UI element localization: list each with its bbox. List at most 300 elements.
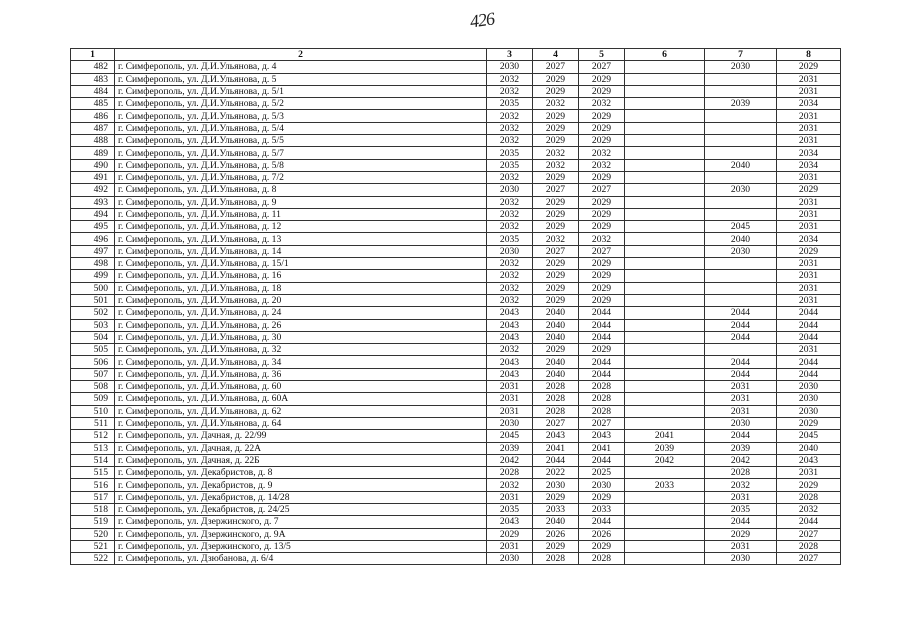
- year-cell-3: 2043: [487, 368, 533, 380]
- year-cell-3: 2039: [487, 442, 533, 454]
- year-cell-7: 2044: [705, 319, 777, 331]
- year-cell-3: 2030: [487, 553, 533, 565]
- year-cell-3: 2032: [487, 294, 533, 306]
- column-header: 4: [533, 49, 579, 61]
- year-cell-6: [625, 184, 705, 196]
- column-header: 3: [487, 49, 533, 61]
- address-cell: г. Симферополь, ул. Декабристов, д. 14/28: [115, 491, 487, 503]
- row-number-cell: 498: [71, 258, 115, 270]
- year-cell-6: [625, 553, 705, 565]
- year-cell-4: 2029: [533, 221, 579, 233]
- year-cell-6: [625, 245, 705, 257]
- year-cell-6: [625, 85, 705, 97]
- year-cell-7: 2045: [705, 221, 777, 233]
- table-row: [71, 98, 841, 110]
- year-cell-7: [705, 282, 777, 294]
- table-row: [71, 208, 841, 220]
- year-cell-3: 2032: [487, 85, 533, 97]
- year-cell-5: 2044: [579, 356, 625, 368]
- year-cell-7: [705, 196, 777, 208]
- address-cell: г. Симферополь, ул. Д.И.Ульянова, д. 5: [115, 73, 487, 85]
- year-cell-3: 2032: [487, 221, 533, 233]
- table-row: [71, 528, 841, 540]
- year-cell-4: 2029: [533, 294, 579, 306]
- year-cell-5: 2032: [579, 233, 625, 245]
- year-cell-4: 2028: [533, 553, 579, 565]
- year-cell-7: 2031: [705, 393, 777, 405]
- address-cell: г. Симферополь, ул. Дачная, д. 22/99: [115, 430, 487, 442]
- year-cell-3: 2030: [487, 245, 533, 257]
- row-number-cell: 518: [71, 503, 115, 515]
- table-row: [71, 221, 841, 233]
- table-row: [71, 61, 841, 73]
- year-cell-4: 2044: [533, 454, 579, 466]
- year-cell-5: 2029: [579, 344, 625, 356]
- year-cell-7: 2029: [705, 528, 777, 540]
- address-cell: г. Симферополь, ул. Д.И.Ульянова, д. 32: [115, 344, 487, 356]
- year-cell-8: 2031: [777, 122, 841, 134]
- year-cell-4: 2032: [533, 159, 579, 171]
- row-number-cell: 496: [71, 233, 115, 245]
- year-cell-4: 2028: [533, 381, 579, 393]
- row-number-cell: 504: [71, 331, 115, 343]
- year-cell-5: 2029: [579, 85, 625, 97]
- year-cell-6: [625, 540, 705, 552]
- year-cell-3: 2043: [487, 319, 533, 331]
- table-row: [71, 368, 841, 380]
- table-row: [71, 159, 841, 171]
- row-number-cell: 489: [71, 147, 115, 159]
- table-row: [71, 405, 841, 417]
- row-number-cell: 483: [71, 73, 115, 85]
- year-cell-8: 2034: [777, 233, 841, 245]
- address-cell: г. Симферополь, ул. Д.И.Ульянова, д. 18: [115, 282, 487, 294]
- year-cell-8: 2031: [777, 135, 841, 147]
- table-row: [71, 467, 841, 479]
- year-cell-4: 2030: [533, 479, 579, 491]
- address-cell: г. Симферополь, ул. Дзюбанова, д. 6/4: [115, 553, 487, 565]
- row-number-cell: 486: [71, 110, 115, 122]
- year-cell-6: [625, 528, 705, 540]
- year-cell-5: 2032: [579, 98, 625, 110]
- address-cell: г. Симферополь, ул. Д.И.Ульянова, д. 5/1: [115, 85, 487, 97]
- year-cell-8: 2028: [777, 540, 841, 552]
- year-cell-8: 2031: [777, 110, 841, 122]
- year-cell-6: [625, 331, 705, 343]
- address-cell: г. Симферополь, ул. Декабристов, д. 8: [115, 467, 487, 479]
- year-cell-3: 2032: [487, 135, 533, 147]
- table-row: [71, 245, 841, 257]
- row-number-cell: 507: [71, 368, 115, 380]
- table-row: [71, 307, 841, 319]
- column-header: 7: [705, 49, 777, 61]
- year-cell-6: [625, 208, 705, 220]
- year-cell-6: [625, 122, 705, 134]
- table-row: [71, 553, 841, 565]
- year-cell-6: 2041: [625, 430, 705, 442]
- address-cell: г. Симферополь, ул. Д.И.Ульянова, д. 9: [115, 196, 487, 208]
- table-row: [71, 85, 841, 97]
- row-number-cell: 510: [71, 405, 115, 417]
- address-cell: г. Симферополь, ул. Д.И.Ульянова, д. 30: [115, 331, 487, 343]
- year-cell-6: [625, 135, 705, 147]
- year-cell-4: 2032: [533, 98, 579, 110]
- year-cell-6: [625, 270, 705, 282]
- year-cell-3: 2030: [487, 184, 533, 196]
- year-cell-7: 2042: [705, 454, 777, 466]
- year-cell-7: 2039: [705, 98, 777, 110]
- year-cell-7: 2030: [705, 417, 777, 429]
- year-cell-8: 2030: [777, 405, 841, 417]
- row-number-cell: 508: [71, 381, 115, 393]
- year-cell-6: [625, 368, 705, 380]
- year-cell-8: 2034: [777, 147, 841, 159]
- schedule-table: [70, 48, 841, 565]
- address-cell: г. Симферополь, ул. Д.И.Ульянова, д. 62: [115, 405, 487, 417]
- year-cell-5: 2028: [579, 381, 625, 393]
- year-cell-8: 2029: [777, 245, 841, 257]
- year-cell-7: 2039: [705, 442, 777, 454]
- year-cell-7: 2032: [705, 479, 777, 491]
- year-cell-5: 2027: [579, 417, 625, 429]
- year-cell-6: [625, 516, 705, 528]
- address-cell: г. Симферополь, ул. Дачная, д. 22Б: [115, 454, 487, 466]
- year-cell-8: 2031: [777, 73, 841, 85]
- year-cell-5: 2032: [579, 159, 625, 171]
- year-cell-8: 2045: [777, 430, 841, 442]
- row-number-cell: 511: [71, 417, 115, 429]
- year-cell-3: 2032: [487, 73, 533, 85]
- year-cell-5: 2030: [579, 479, 625, 491]
- year-cell-5: 2044: [579, 319, 625, 331]
- year-cell-3: 2043: [487, 516, 533, 528]
- table-row: [71, 430, 841, 442]
- year-cell-4: 2040: [533, 356, 579, 368]
- year-cell-5: 2041: [579, 442, 625, 454]
- year-cell-4: 2040: [533, 331, 579, 343]
- table-row: [71, 516, 841, 528]
- year-cell-3: 2045: [487, 430, 533, 442]
- table-row: [71, 319, 841, 331]
- year-cell-8: 2031: [777, 270, 841, 282]
- row-number-cell: 491: [71, 171, 115, 183]
- year-cell-4: 2022: [533, 467, 579, 479]
- year-cell-6: [625, 393, 705, 405]
- column-header: 6: [625, 49, 705, 61]
- year-cell-6: [625, 294, 705, 306]
- year-cell-7: 2035: [705, 503, 777, 515]
- address-cell: г. Симферополь, ул. Д.И.Ульянова, д. 13: [115, 233, 487, 245]
- year-cell-6: [625, 405, 705, 417]
- year-cell-5: 2029: [579, 122, 625, 134]
- year-cell-6: [625, 171, 705, 183]
- address-cell: г. Симферополь, ул. Д.И.Ульянова, д. 34: [115, 356, 487, 368]
- year-cell-7: [705, 147, 777, 159]
- address-cell: г. Симферополь, ул. Д.И.Ульянова, д. 26: [115, 319, 487, 331]
- year-cell-6: [625, 221, 705, 233]
- year-cell-7: 2040: [705, 159, 777, 171]
- table-row: [71, 503, 841, 515]
- year-cell-8: 2043: [777, 454, 841, 466]
- year-cell-6: [625, 98, 705, 110]
- year-cell-7: [705, 171, 777, 183]
- year-cell-5: 2032: [579, 147, 625, 159]
- year-cell-3: 2035: [487, 147, 533, 159]
- table-row: [71, 454, 841, 466]
- year-cell-3: 2043: [487, 356, 533, 368]
- year-cell-8: 2029: [777, 479, 841, 491]
- year-cell-3: 2032: [487, 171, 533, 183]
- table-row: [71, 294, 841, 306]
- year-cell-5: 2029: [579, 208, 625, 220]
- address-cell: г. Симферополь, ул. Д.И.Ульянова, д. 12: [115, 221, 487, 233]
- year-cell-3: 2032: [487, 479, 533, 491]
- year-cell-4: 2040: [533, 319, 579, 331]
- address-cell: г. Симферополь, ул. Д.И.Ульянова, д. 60А: [115, 393, 487, 405]
- year-cell-5: 2029: [579, 171, 625, 183]
- row-number-cell: 512: [71, 430, 115, 442]
- year-cell-8: 2031: [777, 294, 841, 306]
- year-cell-4: 2029: [533, 282, 579, 294]
- year-cell-6: [625, 319, 705, 331]
- row-number-cell: 492: [71, 184, 115, 196]
- year-cell-4: 2043: [533, 430, 579, 442]
- row-number-cell: 522: [71, 553, 115, 565]
- row-number-cell: 506: [71, 356, 115, 368]
- year-cell-5: 2029: [579, 221, 625, 233]
- year-cell-7: 2044: [705, 430, 777, 442]
- year-cell-5: 2028: [579, 405, 625, 417]
- year-cell-8: 2031: [777, 196, 841, 208]
- table-row: [71, 135, 841, 147]
- year-cell-3: 2031: [487, 491, 533, 503]
- year-cell-8: 2040: [777, 442, 841, 454]
- address-cell: г. Симферополь, ул. Д.И.Ульянова, д. 60: [115, 381, 487, 393]
- year-cell-4: 2029: [533, 208, 579, 220]
- table-row: [71, 356, 841, 368]
- year-cell-5: 2029: [579, 282, 625, 294]
- year-cell-3: 2031: [487, 381, 533, 393]
- year-cell-4: 2027: [533, 61, 579, 73]
- year-cell-6: 2033: [625, 479, 705, 491]
- year-cell-6: [625, 381, 705, 393]
- row-number-cell: 487: [71, 122, 115, 134]
- year-cell-8: 2044: [777, 307, 841, 319]
- year-cell-7: 2044: [705, 356, 777, 368]
- year-cell-6: [625, 344, 705, 356]
- year-cell-3: 2031: [487, 405, 533, 417]
- year-cell-3: 2043: [487, 331, 533, 343]
- year-cell-3: 2035: [487, 233, 533, 245]
- address-cell: г. Симферополь, ул. Дзержинского, д. 13/5: [115, 540, 487, 552]
- year-cell-8: 2031: [777, 258, 841, 270]
- year-cell-6: [625, 503, 705, 515]
- address-cell: г. Симферополь, ул. Д.И.Ульянова, д. 14: [115, 245, 487, 257]
- year-cell-3: 2035: [487, 159, 533, 171]
- year-cell-3: 2031: [487, 540, 533, 552]
- row-number-cell: 495: [71, 221, 115, 233]
- year-cell-5: 2029: [579, 540, 625, 552]
- year-cell-6: [625, 61, 705, 73]
- year-cell-5: 2044: [579, 331, 625, 343]
- year-cell-8: 2030: [777, 393, 841, 405]
- address-cell: г. Симферополь, ул. Д.И.Ульянова, д. 5/4: [115, 122, 487, 134]
- year-cell-7: 2031: [705, 405, 777, 417]
- row-number-cell: 521: [71, 540, 115, 552]
- year-cell-8: 2029: [777, 61, 841, 73]
- table-row: [71, 540, 841, 552]
- year-cell-8: 2031: [777, 344, 841, 356]
- year-cell-4: 2029: [533, 196, 579, 208]
- year-cell-5: 2029: [579, 270, 625, 282]
- year-cell-4: 2040: [533, 368, 579, 380]
- year-cell-5: 2044: [579, 307, 625, 319]
- table-row: [71, 258, 841, 270]
- year-cell-7: 2044: [705, 516, 777, 528]
- year-cell-7: [705, 85, 777, 97]
- row-number-cell: 494: [71, 208, 115, 220]
- address-cell: г. Симферополь, ул. Д.И.Ульянова, д. 5/7: [115, 147, 487, 159]
- row-number-cell: 513: [71, 442, 115, 454]
- year-cell-3: 2031: [487, 393, 533, 405]
- year-cell-4: 2029: [533, 270, 579, 282]
- year-cell-7: [705, 294, 777, 306]
- address-cell: г. Симферополь, ул. Д.И.Ульянова, д. 16: [115, 270, 487, 282]
- year-cell-6: [625, 282, 705, 294]
- table-row: [71, 147, 841, 159]
- table-row: [71, 184, 841, 196]
- address-cell: г. Симферополь, ул. Декабристов, д. 24/25: [115, 503, 487, 515]
- year-cell-5: 2026: [579, 528, 625, 540]
- year-cell-7: 2044: [705, 368, 777, 380]
- year-cell-3: 2029: [487, 528, 533, 540]
- year-cell-7: 2044: [705, 307, 777, 319]
- year-cell-5: 2029: [579, 110, 625, 122]
- row-number-cell: 484: [71, 85, 115, 97]
- year-cell-6: [625, 73, 705, 85]
- year-cell-3: 2030: [487, 417, 533, 429]
- year-cell-4: 2028: [533, 393, 579, 405]
- year-cell-8: 2031: [777, 171, 841, 183]
- year-cell-4: 2029: [533, 171, 579, 183]
- year-cell-7: [705, 208, 777, 220]
- year-cell-4: 2032: [533, 233, 579, 245]
- year-cell-5: 2029: [579, 258, 625, 270]
- year-cell-4: 2029: [533, 258, 579, 270]
- row-number-cell: 497: [71, 245, 115, 257]
- year-cell-4: 2029: [533, 85, 579, 97]
- year-cell-6: [625, 467, 705, 479]
- year-cell-6: [625, 491, 705, 503]
- year-cell-5: 2027: [579, 184, 625, 196]
- row-number-cell: 500: [71, 282, 115, 294]
- table-row: [71, 282, 841, 294]
- year-cell-5: 2028: [579, 553, 625, 565]
- year-cell-7: 2044: [705, 331, 777, 343]
- year-cell-4: 2029: [533, 540, 579, 552]
- row-number-cell: 488: [71, 135, 115, 147]
- year-cell-7: [705, 122, 777, 134]
- table-row: [71, 442, 841, 454]
- year-cell-5: 2044: [579, 516, 625, 528]
- year-cell-4: 2029: [533, 135, 579, 147]
- year-cell-7: 2030: [705, 184, 777, 196]
- year-cell-5: 2044: [579, 454, 625, 466]
- table-row: [71, 233, 841, 245]
- year-cell-8: 2044: [777, 331, 841, 343]
- year-cell-6: 2039: [625, 442, 705, 454]
- year-cell-4: 2041: [533, 442, 579, 454]
- table-row: [71, 479, 841, 491]
- year-cell-7: 2030: [705, 553, 777, 565]
- year-cell-4: 2029: [533, 344, 579, 356]
- table-row: [71, 110, 841, 122]
- row-number-cell: 516: [71, 479, 115, 491]
- year-cell-7: 2031: [705, 381, 777, 393]
- year-cell-3: 2032: [487, 258, 533, 270]
- year-cell-7: 2030: [705, 245, 777, 257]
- row-number-cell: 520: [71, 528, 115, 540]
- year-cell-6: [625, 196, 705, 208]
- table-row: [71, 417, 841, 429]
- year-cell-4: 2027: [533, 184, 579, 196]
- address-cell: г. Симферополь, ул. Декабристов, д. 9: [115, 479, 487, 491]
- year-cell-3: 2032: [487, 208, 533, 220]
- year-cell-3: 2035: [487, 503, 533, 515]
- address-cell: г. Симферополь, ул. Д.И.Ульянова, д. 20: [115, 294, 487, 306]
- year-cell-4: 2029: [533, 122, 579, 134]
- year-cell-3: 2032: [487, 344, 533, 356]
- year-cell-8: 2044: [777, 368, 841, 380]
- row-number-cell: 505: [71, 344, 115, 356]
- year-cell-8: 2031: [777, 85, 841, 97]
- year-cell-8: 2031: [777, 467, 841, 479]
- table-row: [71, 393, 841, 405]
- year-cell-7: [705, 270, 777, 282]
- year-cell-4: 2029: [533, 110, 579, 122]
- address-cell: г. Симферополь, ул. Д.И.Ульянова, д. 24: [115, 307, 487, 319]
- table-row: [71, 381, 841, 393]
- year-cell-3: 2032: [487, 122, 533, 134]
- table-row: [71, 171, 841, 183]
- year-cell-8: 2044: [777, 356, 841, 368]
- year-cell-6: [625, 417, 705, 429]
- year-cell-3: 2032: [487, 270, 533, 282]
- year-cell-5: 2029: [579, 196, 625, 208]
- year-cell-5: 2044: [579, 368, 625, 380]
- row-number-cell: 514: [71, 454, 115, 466]
- table-body: [71, 61, 841, 565]
- table-row: [71, 491, 841, 503]
- row-number-cell: 509: [71, 393, 115, 405]
- row-number-cell: 517: [71, 491, 115, 503]
- table-row: [71, 196, 841, 208]
- year-cell-4: 2033: [533, 503, 579, 515]
- table-row: [71, 344, 841, 356]
- year-cell-5: 2029: [579, 294, 625, 306]
- year-cell-7: [705, 344, 777, 356]
- table-row: [71, 331, 841, 343]
- row-number-cell: 503: [71, 319, 115, 331]
- year-cell-6: [625, 233, 705, 245]
- year-cell-7: [705, 258, 777, 270]
- year-cell-5: 2029: [579, 135, 625, 147]
- year-cell-6: [625, 307, 705, 319]
- address-cell: г. Симферополь, ул. Д.И.Ульянова, д. 5/5: [115, 135, 487, 147]
- address-cell: г. Симферополь, ул. Д.И.Ульянова, д. 15/1: [115, 258, 487, 270]
- year-cell-4: 2029: [533, 491, 579, 503]
- year-cell-6: [625, 356, 705, 368]
